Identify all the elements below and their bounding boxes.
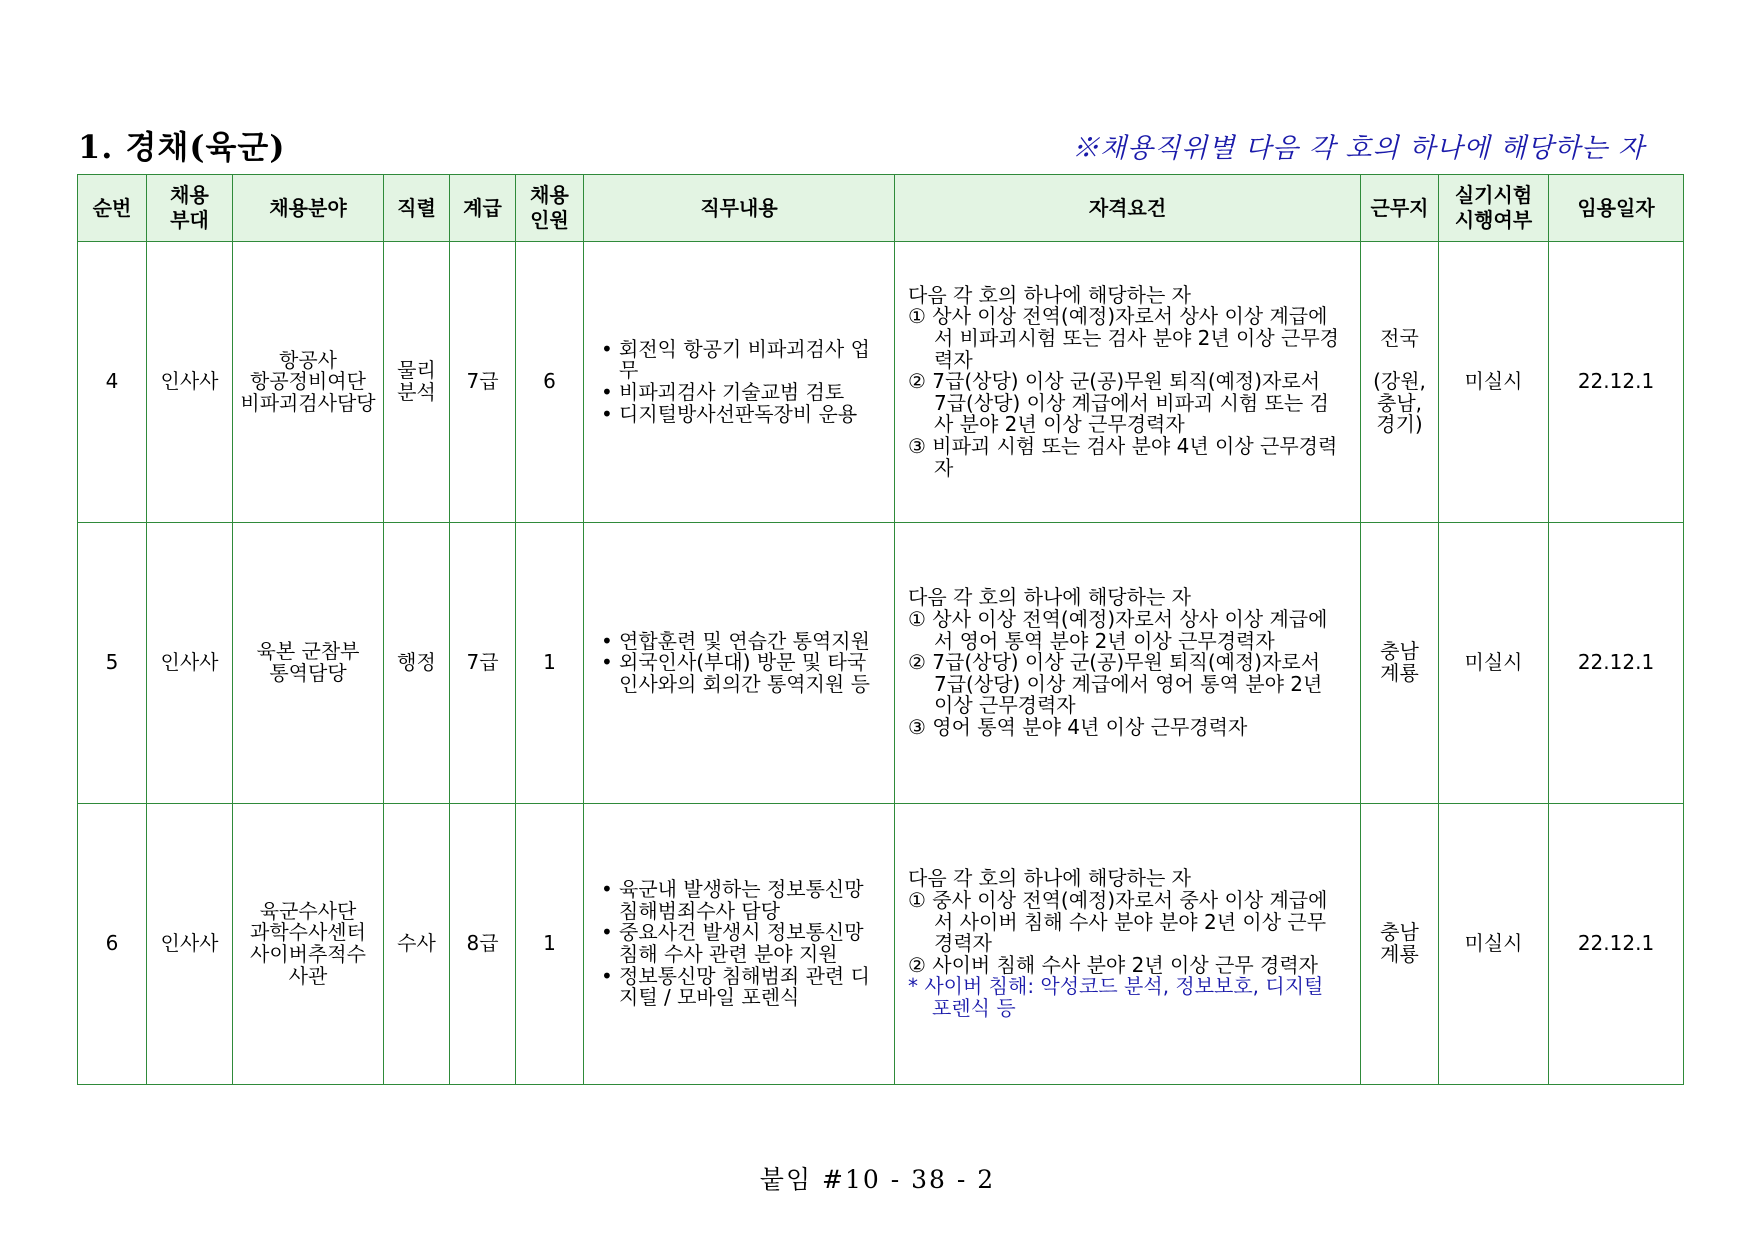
cell-no: 4 — [78, 242, 147, 523]
duty-item: • 비파괴검사 기술교범 검토 — [599, 382, 875, 404]
eligibility-note: ※채용직위별 다음 각 호의 하나에 해당하는 자 — [1072, 133, 1645, 164]
qualification-item: ① 중사 이상 전역(예정)자로서 중사 이상 계급에서 사이버 침해 수사 분야 분야 2년 이상 근무 경력자 — [908, 888, 1328, 956]
cell-duty — [584, 242, 895, 523]
cell-duty — [584, 804, 895, 1085]
qualification-item: ② 7급(상당) 이상 군(공)무원 퇴직(예정)자로서 7급(상당) 이상 계급에서 비파괴 시험 또는 검사 분야 2년 이상 근무경력자 — [908, 369, 1329, 437]
duty-list — [585, 628, 893, 696]
duty-item: • 디지털방사선판독장비 운용 — [599, 404, 875, 426]
qualification-block — [896, 868, 1359, 1019]
qualification-item: ③ 비파괴 시험 또는 검사 분야 4년 이상 근무경력자 — [908, 433, 1338, 480]
header-date: 임용일자 — [1549, 175, 1684, 242]
cell-count: 1 — [516, 523, 584, 804]
header-no: 순번 — [78, 175, 147, 242]
recruitment-table — [77, 174, 1684, 1085]
cell-practical: 미실시 — [1439, 523, 1549, 804]
cell-unit: 인사사 — [147, 242, 233, 523]
header-count: 채용 인원 — [516, 175, 584, 242]
duty-item: • 연합훈련 및 연습간 통역지원 — [599, 631, 875, 653]
qualification-block — [896, 587, 1359, 738]
cell-series: 물리 분석 — [384, 242, 450, 523]
cell-duty — [584, 523, 895, 804]
qualification-intro: 다음 각 호의 하나에 해당하는 자 — [908, 866, 1191, 891]
cell-no: 6 — [78, 804, 147, 1085]
cell-qual — [895, 242, 1361, 523]
cell-grade: 8급 — [450, 804, 516, 1085]
qualification-footnote: * 사이버 침해: 악성코드 분석, 정보보호, 디지털 포렌식 등 — [908, 974, 1324, 1020]
qualification-item: ② 사이버 침해 수사 분야 2년 이상 근무 경력자 — [908, 952, 1318, 977]
cell-practical: 미실시 — [1439, 804, 1549, 1085]
table-row — [78, 804, 1684, 1085]
cell-date: 22.12.1 — [1549, 804, 1684, 1085]
duty-item: • 정보통신망 침해범죄 관련 디지털 / 모바일 포렌식 — [599, 966, 875, 1009]
cell-grade: 7급 — [450, 523, 516, 804]
cell-grade: 7급 — [450, 242, 516, 523]
cell-location: 충남 계룡 — [1361, 804, 1439, 1085]
header-field: 채용분야 — [233, 175, 384, 242]
qualification-item: ① 상사 이상 전역(예정)자로서 상사 이상 계급에서 비파괴시험 또는 검사 분야 2년 이상 근무경력자 — [908, 304, 1339, 372]
cell-unit: 인사사 — [147, 523, 233, 804]
header-practical: 실기시험 시행여부 — [1439, 175, 1549, 242]
duty-item: • 중요사건 발생시 정보통신망 침해 수사 관련 분야 지원 — [599, 922, 875, 965]
table-row — [78, 523, 1684, 804]
table-header-row — [78, 175, 1684, 242]
cell-qual — [895, 523, 1361, 804]
duty-item: • 육군내 발생하는 정보통신망 침해범죄수사 담당 — [599, 879, 875, 922]
cell-count: 6 — [516, 242, 584, 523]
duty-item: • 회전익 항공기 비파괴검사 업무 — [599, 339, 875, 382]
cell-series: 수사 — [384, 804, 450, 1085]
header-qual: 자격요건 — [895, 175, 1361, 242]
cell-qual — [895, 804, 1361, 1085]
cell-field: 육군수사단 과학수사센터 사이버추적수 사관 — [233, 804, 384, 1085]
cell-date: 22.12.1 — [1549, 523, 1684, 804]
cell-unit: 인사사 — [147, 804, 233, 1085]
cell-series: 행정 — [384, 523, 450, 804]
cell-no: 5 — [78, 523, 147, 804]
cell-field: 항공사 항공정비여단 비파괴검사담당 — [233, 242, 384, 523]
duty-list — [585, 879, 893, 1009]
duty-item: • 외국인사(부대) 방문 및 타국인사와의 회의간 통역지원 등 — [599, 652, 875, 695]
page-footer: 붙임 #10 - 38 - 2 — [759, 1165, 996, 1194]
qualification-intro: 다음 각 호의 하나에 해당하는 자 — [908, 585, 1191, 610]
table-row — [78, 242, 1684, 523]
qualification-intro: 다음 각 호의 하나에 해당하는 자 — [908, 282, 1191, 307]
qualification-block — [896, 282, 1359, 480]
header-series: 직렬 — [384, 175, 450, 242]
cell-date: 22.12.1 — [1549, 242, 1684, 523]
qualification-item: ② 7급(상당) 이상 군(공)무원 퇴직(예정)자로서 7급(상당) 이상 계급에서 영어 통역 분야 2년 이상 근무경력자 — [908, 650, 1323, 718]
cell-location: 충남 계룡 — [1361, 523, 1439, 804]
cell-field: 육본 군참부 통역담당 — [233, 523, 384, 804]
header-duty: 직무내용 — [584, 175, 895, 242]
duty-list — [585, 336, 893, 426]
cell-count: 1 — [516, 804, 584, 1085]
cell-location: 전국 (강원, 충남, 경기) — [1361, 242, 1439, 523]
header-grade: 계급 — [450, 175, 516, 242]
header-unit: 채용 부대 — [147, 175, 233, 242]
qualification-item: ③ 영어 통역 분야 4년 이상 근무경력자 — [908, 714, 1248, 739]
qualification-item: ① 상사 이상 전역(예정)자로서 상사 이상 계급에서 영어 통역 분야 2년 이상 근무경력자 — [908, 607, 1328, 653]
section-heading: 1. 경채(육군) — [78, 128, 286, 166]
header-location: 근무지 — [1361, 175, 1439, 242]
cell-practical: 미실시 — [1439, 242, 1549, 523]
